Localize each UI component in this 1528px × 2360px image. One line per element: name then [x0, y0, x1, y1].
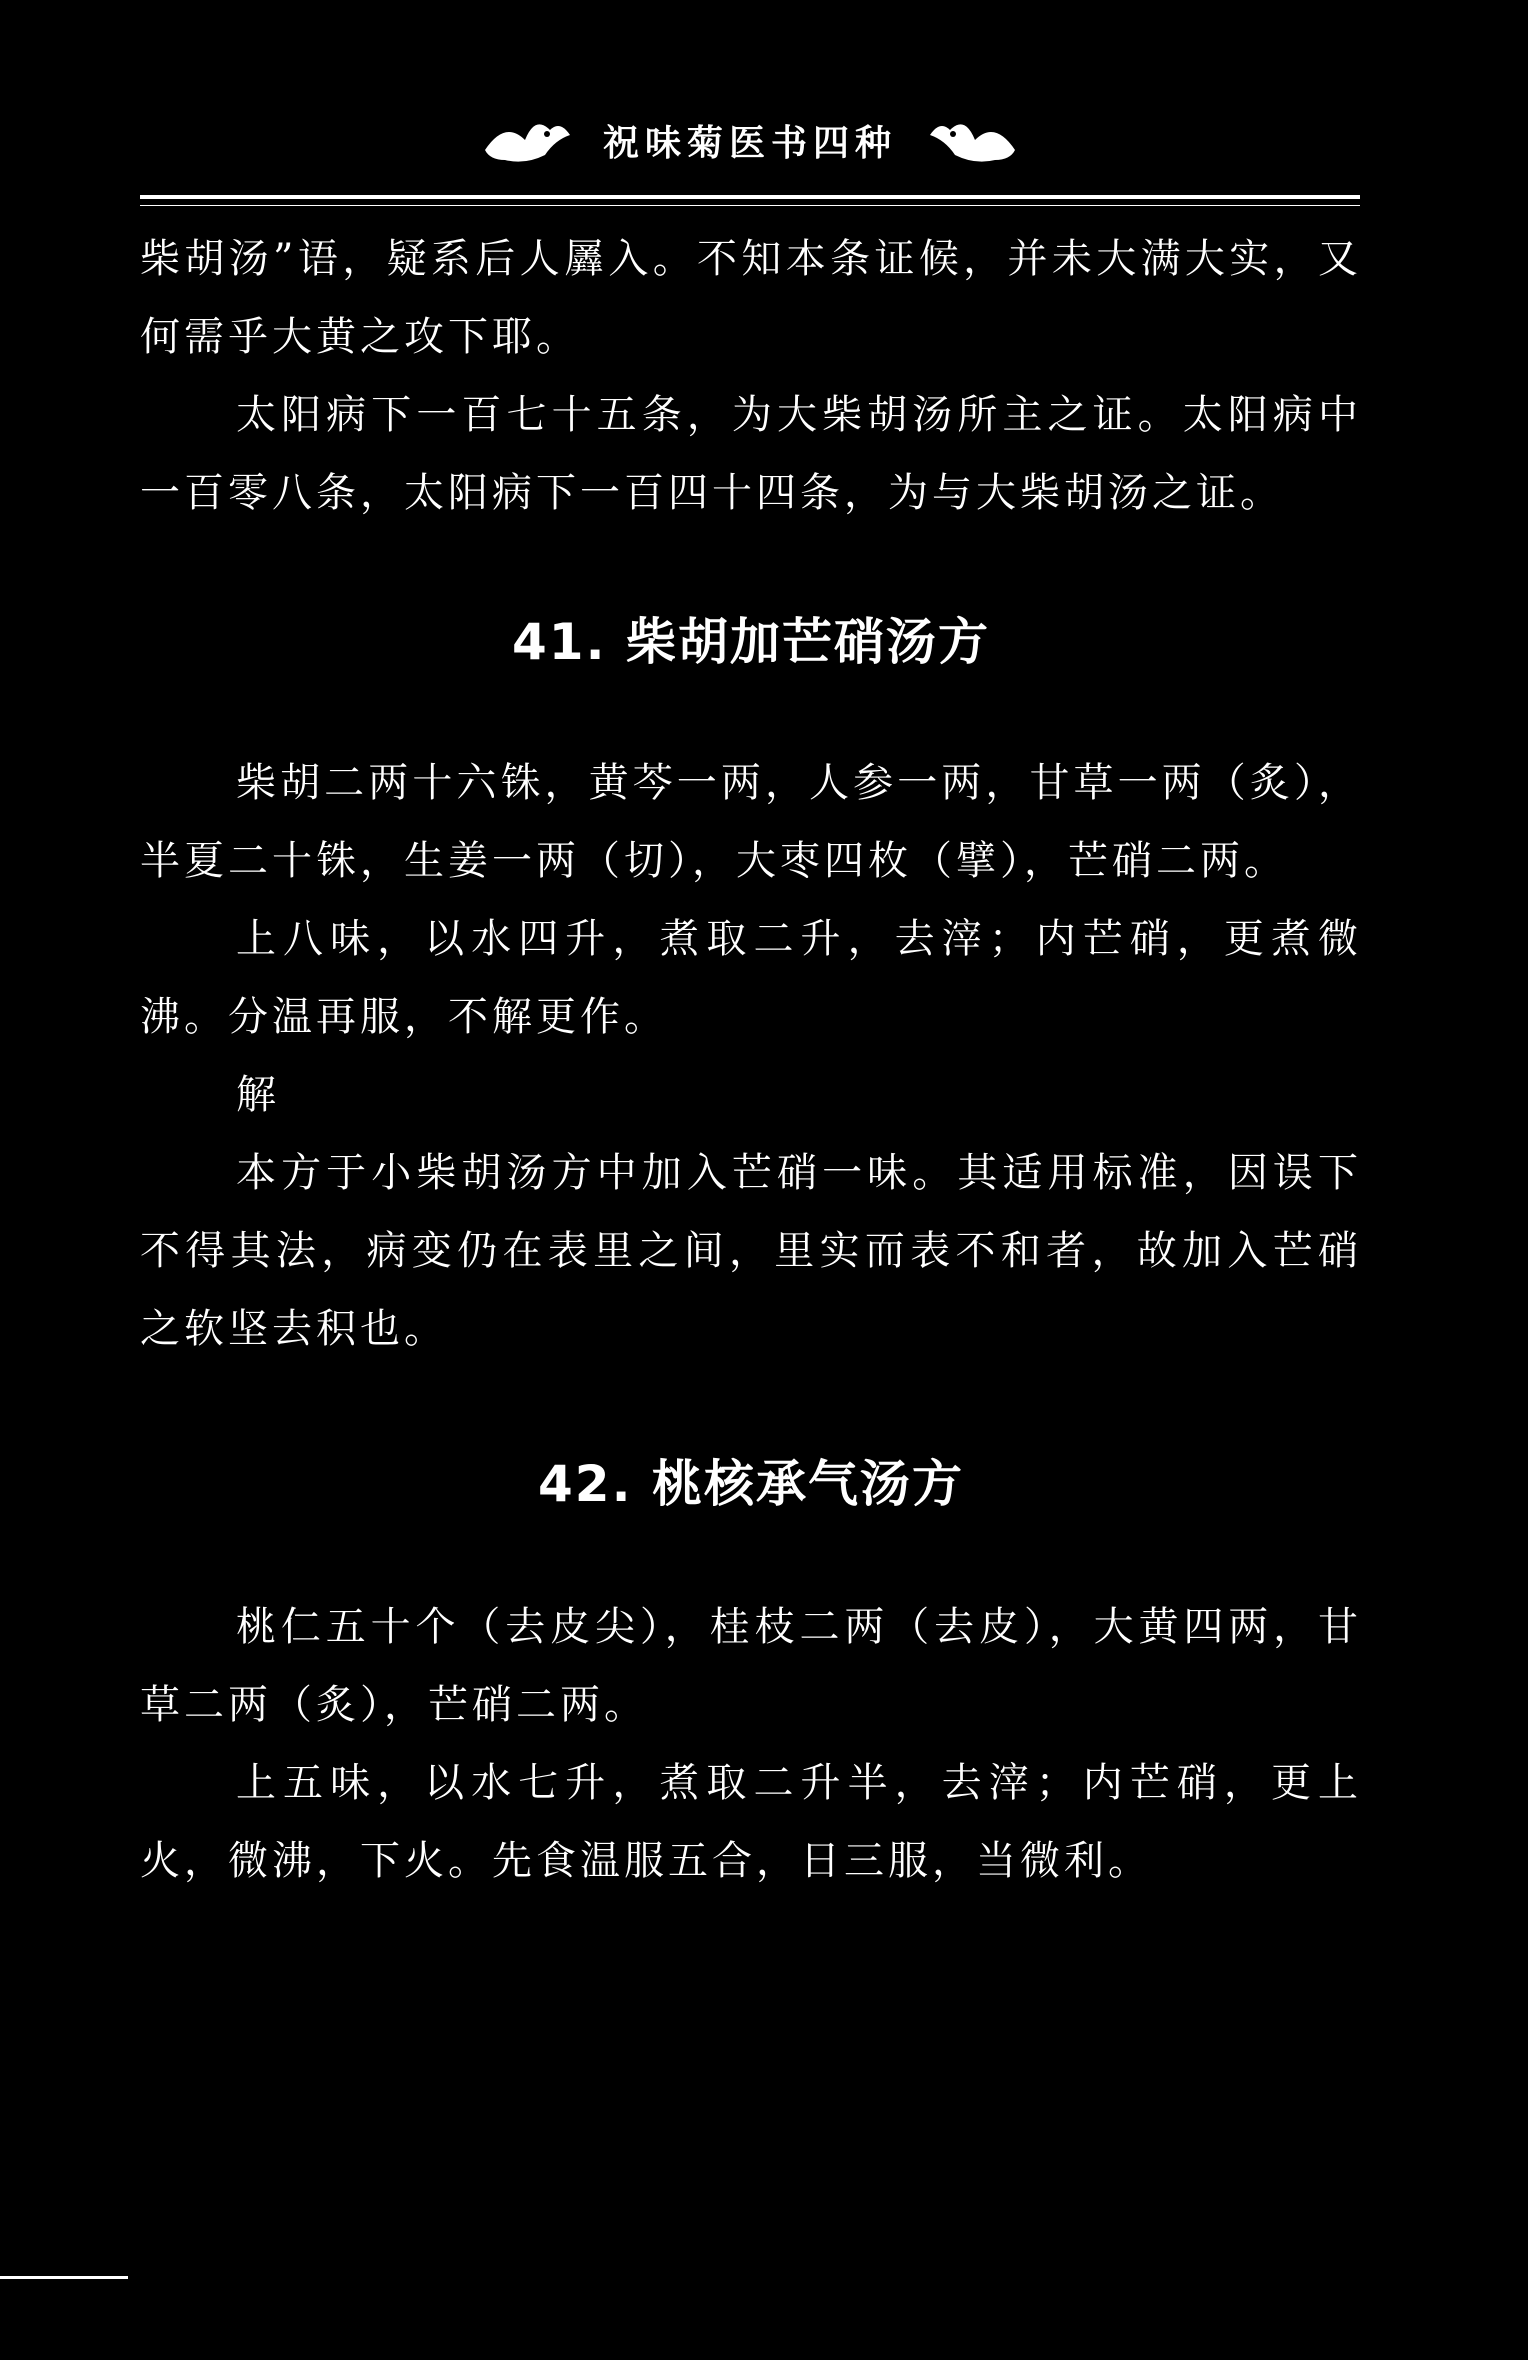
- section-42-method: 上五味，以水七升，煮取二升半，去滓；内芒硝，更上火，微沸，下火。先食温服五合，日三服，当微利。: [140, 1760, 1362, 1884]
- running-header: [140, 95, 1360, 185]
- header-title: 祝味菊医书四种: [602, 121, 897, 164]
- page-body: [140, 220, 1362, 1900]
- section-41-recipe: 柴胡二两十六铢，黄芩一两，人参一两，甘草一两（炙），半夏二十铢，生姜一两（切），大枣四枚（擘），芒硝二两。: [140, 760, 1362, 884]
- phoenix-ornament-left-icon: [475, 110, 575, 170]
- section-42-recipe: 桃仁五十个（去皮尖），桂枝二两（去皮），大黄四两，甘草二两（炙），芒硝二两。: [140, 1604, 1362, 1728]
- header-rule-thick: [140, 195, 1360, 199]
- section-42-title: 42. 桃核承气汤方: [538, 1455, 964, 1513]
- section-41-jie-text: 本方于小柴胡汤方中加入芒硝一味。其适用标准，因误下不得其法，病变仍在表里之间，里实而表不和者，故加入芒硝之软坚去积也。: [140, 1150, 1362, 1352]
- intro-paragraph: 柴胡汤”语，疑系后人羼入。不知本条证候，并未大满大实，又何需乎大黄之攻下耶。: [140, 236, 1362, 360]
- intro-paragraph: 太阳病下一百七十五条，为大柴胡汤所主之证。太阳病中一百零八条，太阳病下一百四十四条，为与大柴胡汤之证。: [140, 392, 1362, 516]
- phoenix-ornament-right-icon: [925, 110, 1025, 170]
- section-41-method: 上八味，以水四升，煮取二升，去滓；内芒硝，更煮微沸。分温再服，不解更作。: [140, 916, 1362, 1040]
- header-rule-thin: [140, 205, 1360, 206]
- footnote-rule: [0, 2276, 128, 2279]
- section-41-jie-label: 解: [236, 1072, 276, 1118]
- section-41-title: 41. 柴胡加芒硝汤方: [512, 613, 990, 671]
